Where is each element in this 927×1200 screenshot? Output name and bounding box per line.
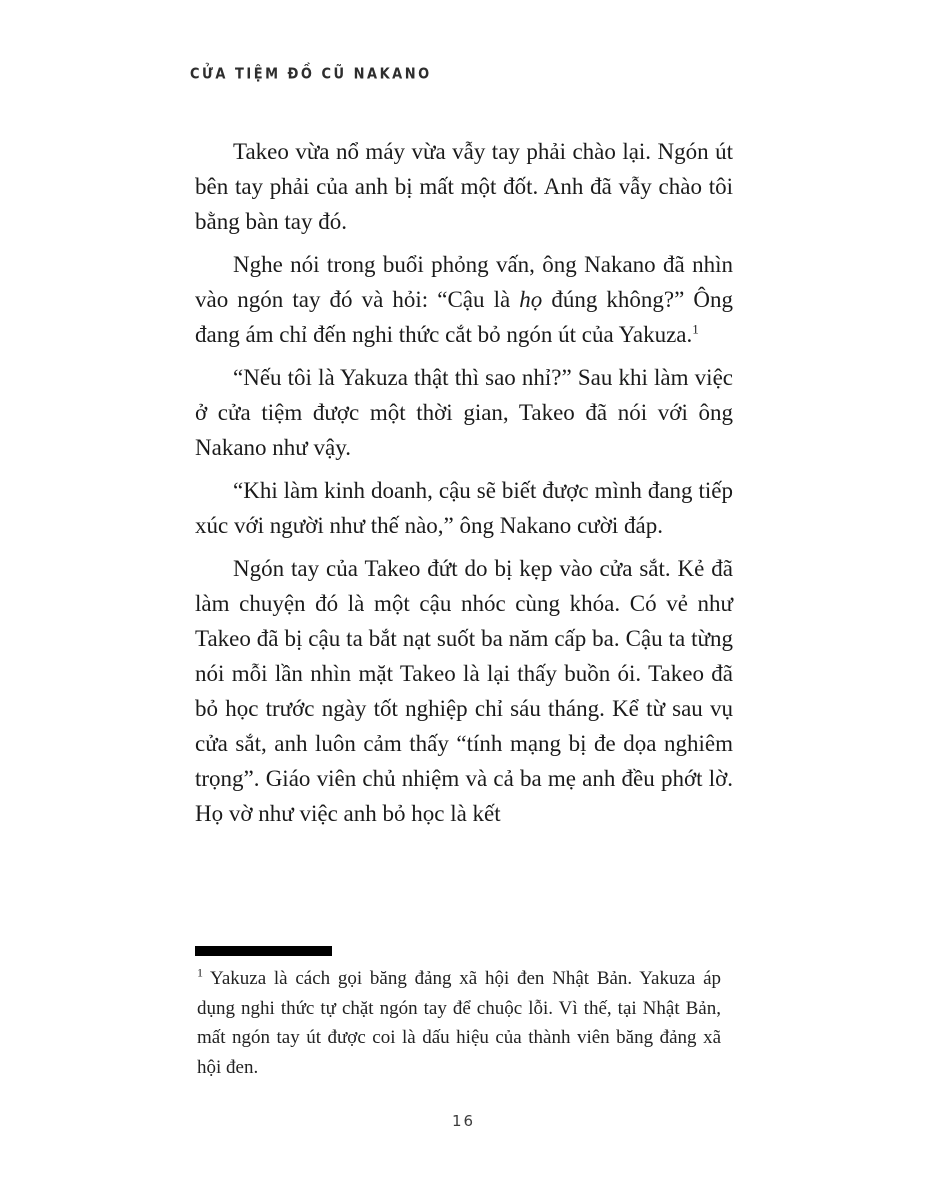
italic-term: họ [519, 287, 543, 312]
text-run: Nghe nói trong buổi phỏng vấn, ông Nakano đã nhìn vào ngón tay đó và hỏi: “Cậu là [195, 252, 733, 312]
paragraph-5 [195, 551, 733, 831]
text-run: đúng không?” Ông đang ám chỉ đến nghi thức cắt bỏ ngón út của Yakuza. [195, 287, 733, 347]
text-run: “Nếu tôi là Yakuza thật thì sao nhỉ?” Sau khi làm việc ở cửa tiệm được một thời gian, Takeo đã nói với ông Nakano như vậy. [195, 365, 733, 460]
text-run: Takeo vừa nổ máy vừa vẫy tay phải chào lại. Ngón út bên tay phải của anh bị mất một đốt. Anh đã vẫy chào tôi bằng bàn tay đó. [195, 139, 733, 234]
text-run: “Khi làm kinh doanh, cậu sẽ biết được mình đang tiếp xúc với người như thế nào,” ông Nakano cười đáp. [195, 478, 733, 538]
paragraph-1 [195, 134, 733, 239]
paragraph-2 [195, 247, 733, 352]
page-number: 16 [451, 1112, 476, 1130]
footnote-separator [195, 946, 332, 956]
footnote-reference: 1 [692, 321, 699, 337]
footnote [197, 964, 721, 1082]
text-run: Ngón tay của Takeo đứt do bị kẹp vào cửa sắt. Kẻ đã làm chuyện đó là một cậu nhóc cùng khóa. Có vẻ như Takeo đã bị cậu ta bắt nạt suốt ba năm cấp ba. Cậu ta từng nói mỗi lần nhìn mặt Takeo là lại thấy buồn ói. Takeo đã bỏ học trước ngày tốt nghiệp chỉ sáu tháng. Kể từ sau vụ cửa sắt, anh luôn cảm thấy “tính mạng bị đe dọa nghiêm trọng”. Giáo viên chủ nhiệm và cả ba mẹ anh đều phớt lờ. Họ vờ như việc anh bỏ học là kết [195, 556, 733, 826]
footnote-marker: 1 [197, 965, 203, 980]
paragraph-4 [195, 473, 733, 543]
paragraph-3 [195, 360, 733, 465]
footnote-text: Yakuza là cách gọi băng đảng xã hội đen Nhật Bản. Yakuza áp dụng nghi thức tự chặt ngón tay để chuộc lỗi. Vì thế, tại Nhật Bản, mất ngón tay út được coi là dấu hiệu của thành viên băng đảng xã hội đen. [197, 968, 722, 1078]
body-text [195, 134, 733, 839]
running-header: CỬA TIỆM ĐỒ CŨ NAKANO [190, 66, 432, 84]
